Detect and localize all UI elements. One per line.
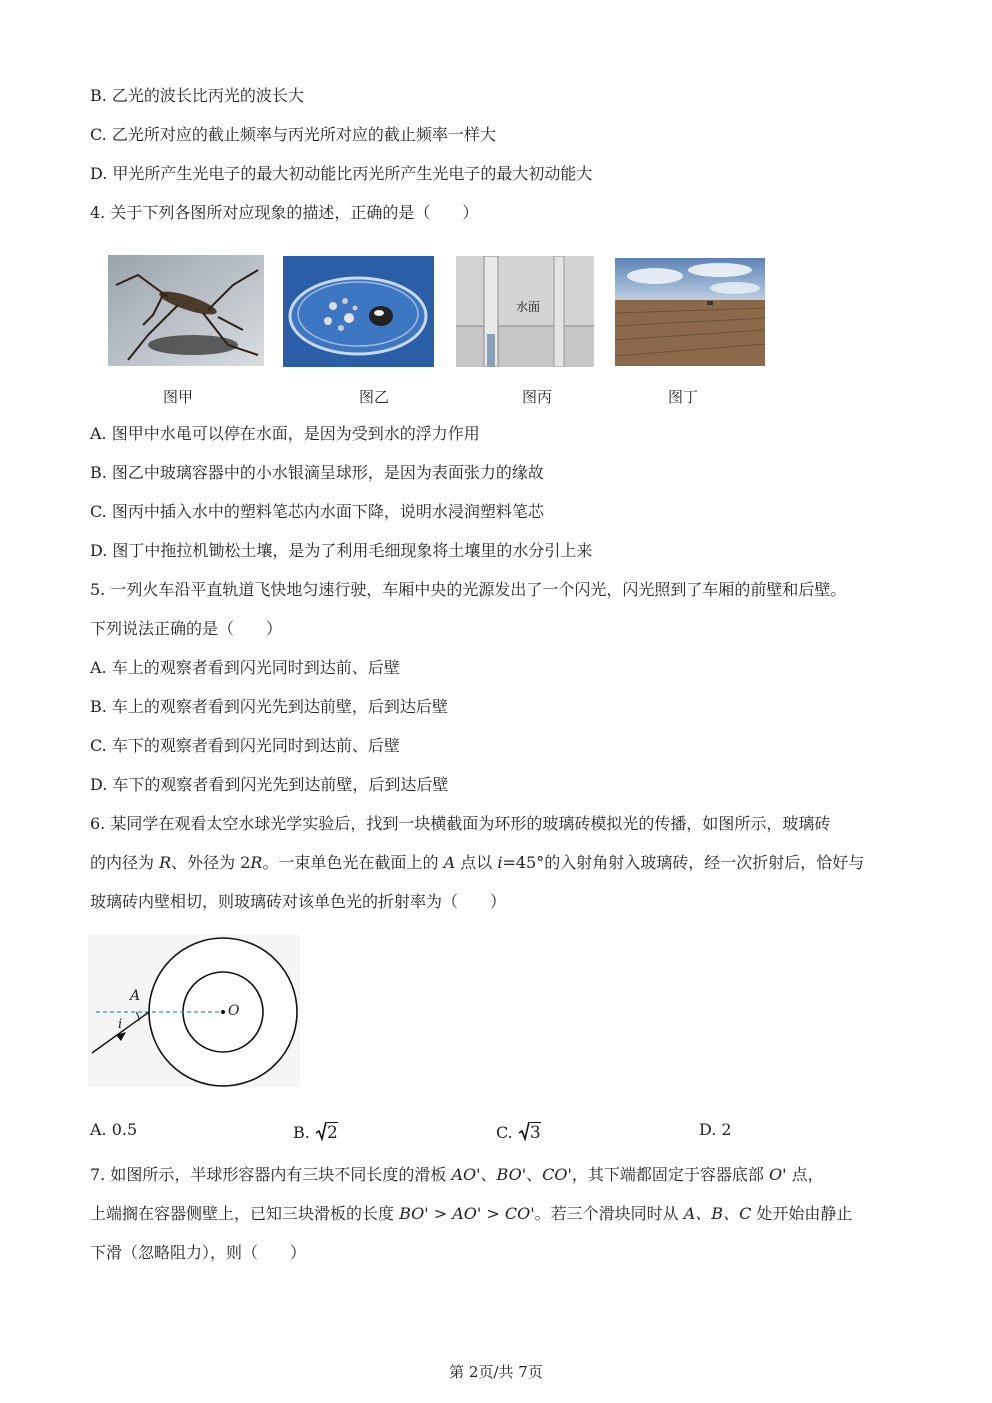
option-prev-b: B. 乙光的波长比丙光的波长大 bbox=[90, 86, 304, 105]
q4-option-b: B. 图乙中玻璃容器中的小水银滴呈球形，是因为表面张力的缘故 bbox=[90, 463, 544, 482]
q5-stem-line2: 下列说法正确的是（ ） bbox=[90, 619, 283, 638]
q4-option-d: D. 图丁中拖拉机锄松土壤，是为了利用毛细现象将土壤里的水分引上来 bbox=[90, 541, 593, 560]
option-prev-c: C. 乙光所对应的截止频率与丙光所对应的截止频率一样大 bbox=[90, 125, 496, 144]
caption-bing: 图丙 bbox=[522, 388, 553, 406]
q6-stem-line1: 6. 某同学在观看太空水球光学实验后，找到一块横截面为环形的玻璃砖模拟光的传播，如图所示，玻璃砖 bbox=[90, 814, 831, 833]
q5-option-b: B. 车上的观察者看到闪光先到达前壁，后到达后壁 bbox=[90, 697, 448, 716]
q7-stem-line2: 上端搁在容器侧壁上，已知三块滑板的长度 BO' > AO' > CO'。若三个滑块同时从 A、B、C 处开始由静止 bbox=[90, 1204, 853, 1223]
sqrt-icon bbox=[315, 1120, 327, 1146]
q6-stem-line2: 的内径为 R、外径为 2R。一束单色光在截面上的 A 点以 i=45°的入射角射入玻璃砖，经一次折射后，恰好与 bbox=[90, 853, 865, 872]
q6-options bbox=[90, 1120, 850, 1144]
water-strider-image bbox=[108, 255, 264, 366]
caption-jia: 图甲 bbox=[163, 388, 194, 406]
q4-option-a: A. 图甲中水黾可以停在水面，是因为受到水的浮力作用 bbox=[90, 424, 480, 443]
caption-ding: 图丁 bbox=[668, 388, 699, 406]
q6-option-a: A. 0.5 bbox=[90, 1120, 138, 1139]
q6-stem-line3: 玻璃砖内壁相切，则玻璃砖对该单色光的折射率为（ ） bbox=[90, 892, 507, 911]
q4-stem: 4. 关于下列各图所对应现象的描述，正确的是（ ） bbox=[90, 203, 479, 222]
mercury-dish-image bbox=[283, 256, 434, 367]
q5-option-d: D. 车下的观察者看到闪光先到达前壁，后到达后壁 bbox=[90, 775, 449, 794]
option-prev-d: D. 甲光所产生光电子的最大初动能比丙光所产生光电子的最大初动能大 bbox=[90, 164, 593, 183]
water-surface-label: 水面 bbox=[516, 300, 541, 314]
q6-option-c: C. 3 bbox=[496, 1120, 541, 1146]
q6-option-d: D. 2 bbox=[699, 1120, 732, 1139]
tractor-field-image bbox=[615, 258, 765, 366]
page-footer: 第 2页/共 7页 bbox=[449, 1363, 543, 1381]
q7-stem-line3: 下滑（忽略阻力），则（ ） bbox=[90, 1243, 307, 1262]
q7-stem-line1: 7. 如图所示，半球形容器内有三块不同长度的滑板 AO'、BO'、CO'，其下端都固定于容器底部 O' 点， bbox=[90, 1165, 824, 1184]
caption-yi: 图乙 bbox=[359, 388, 390, 406]
sqrt-icon bbox=[518, 1120, 530, 1146]
angle-i-label: i bbox=[118, 1017, 123, 1032]
q5-option-a: A. 车上的观察者看到闪光同时到达前、后壁 bbox=[90, 658, 400, 677]
point-a-label: A bbox=[130, 988, 141, 1004]
point-o-label: O bbox=[228, 1003, 240, 1019]
q6-option-b: B. 2 bbox=[293, 1120, 338, 1146]
q4-option-c: C. 图丙中插入水中的塑料笔芯内水面下降，说明水浸润塑料笔芯 bbox=[90, 502, 544, 521]
q5-option-c: C. 车下的观察者看到闪光同时到达前、后壁 bbox=[90, 736, 400, 755]
q5-stem-line1: 5. 一列火车沿平直轨道飞快地匀速行驶，车厢中央的光源发出了一个闪光，闪光照到了车厢的前壁和后壁。 bbox=[90, 580, 847, 599]
ring-diagram bbox=[88, 935, 300, 1087]
tube-water-image bbox=[456, 256, 594, 367]
